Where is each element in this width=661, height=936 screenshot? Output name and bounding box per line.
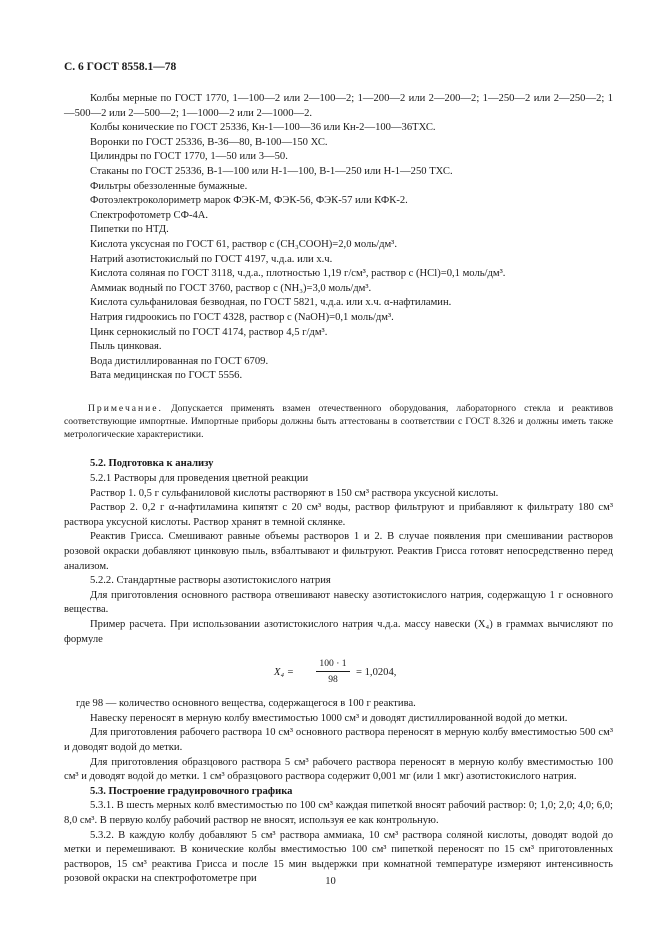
running-header: С. 6 ГОСТ 8558.1—78: [64, 61, 177, 73]
subsection-5-2-1: 5.2.1 Растворы для проведения цветной реакции: [90, 473, 309, 485]
subsection-5-2-2: 5.2.2. Стандартные растворы азотистокислого натрия: [90, 575, 331, 587]
paragraph-where: где 98 — количество основного вещества, содержащегося в 100 г реактива.: [76, 698, 416, 710]
paragraph-calculation-example: Пример расчета. При использовании азотистокислого натрия ч.д.а. массу навески (X₄) в граммах вычисляют по формуле: [64, 619, 613, 645]
list-item: Цинк сернокислый по ГОСТ 4174, раствор 4,5 г/дм³.: [90, 326, 328, 338]
paragraph-5-3-1: 5.3.1. В шесть мерных колб вместимостью по 100 см³ каждая пипеткой вносят рабочий раствор: 0; 1,0; 2,0; 4,0; 6,0; 8,0 см³. В первую колбу рабочий раствор не вносят, используя ее как контрольную.: [64, 800, 613, 826]
equipment-list: [64, 92, 613, 384]
formula-denominator: 98: [328, 674, 338, 686]
list-item: Фильтры обеззоленные бумажные.: [90, 180, 248, 192]
list-item: Вата медицинская по ГОСТ 5556.: [90, 370, 243, 382]
list-item: Пыль цинковая.: [90, 341, 162, 353]
list-item: Фотоэлектроколориметр марок ФЭК-М, ФЭК-56, ФЭК-57 или КФК-2.: [90, 195, 408, 207]
list-item: Стаканы по ГОСТ 25336, В-1—100 или Н-1—100, В-1—250 или Н-1—250 ТХС.: [90, 165, 453, 177]
list-item: Кислота уксусная по ГОСТ 61, раствор c (CH₃COOH)=2,0 моль/дм³.: [90, 238, 397, 250]
paragraph-transfer: Навеску переносят в мерную колбу вместимостью 1000 см³ и доводят дистиллированной водой до метки.: [90, 712, 568, 724]
formula-numerator: 100 · 1: [316, 656, 350, 672]
paragraph-5-3-2: 5.3.2. В каждую колбу добавляют 5 см³ раствора аммиака, 10 см³ раствора соляной кислоты, доводят водой до метки и перемешивают. В конические колбы вместимостью 100 см³ пипеткой переносят по 15 см³ приготовленных растворов, 15 см³ реактива Грисса и после 15 мин выдержки при комнатной температуре измеряют интенсивность розовой окраски на спектрофотометре при: [64, 829, 613, 885]
list-item: Воронки по ГОСТ 25336, В-36—80, В-100—150 ХС.: [90, 136, 328, 148]
note-paragraph: [64, 402, 613, 442]
list-item: Колбы мерные по ГОСТ 1770, 1—100—2 или 2—100—2; 1—200—2 или 2—200—2; 1—250—2 или 2—250—2; 1—500—2 или 2—500—2; 1—1000—2 или 2—1000—2.: [64, 93, 613, 119]
list-item: Натрия гидроокись по ГОСТ 4328, раствор c (NaOH)=0,1 моль/дм³.: [90, 311, 394, 323]
formula-result: = 1,0204,: [356, 667, 397, 679]
section-heading-5-2: 5.2. Подготовка к анализу: [90, 458, 214, 470]
list-item: Кислота сульфаниловая безводная, по ГОСТ 5821, ч.д.а. или х.ч. α-нафтиламин.: [90, 297, 452, 309]
list-item: Спектрофотометр СФ-4А.: [90, 209, 209, 221]
paragraph-working-solution: Для приготовления рабочего раствора 10 см³ основного раствора переносят в мерную колбу вместимостью 500 см³ и доводят водой до метки.: [64, 727, 613, 753]
paragraph-reference-solution: Для приготовления образцового раствора 5 см³ рабочего раствора переносят в мерную колбу вместимостью 100 см³ и доводят водой до метки. 1 см³ образцового раствора содержит 0,001 мг (или 1 мкг) азотистокислого натрия.: [64, 756, 613, 783]
list-item: Колбы конические по ГОСТ 25336, Кн-1—100—36 или Кн-2—100—36ТХС.: [90, 122, 436, 134]
section-heading-5-3: 5.3. Построение градуировочного графика: [90, 785, 293, 797]
mass-formula: [64, 655, 613, 691]
page-number: 10: [325, 876, 336, 887]
formula-fraction: [316, 656, 350, 687]
list-item: Цилиндры по ГОСТ 1770, 1—50 или 3—50.: [90, 151, 288, 163]
list-item: Пипетки по НТД.: [90, 224, 169, 236]
list-item: Вода дистиллированная по ГОСТ 6709.: [90, 355, 269, 367]
paragraph-stock-solution: Для приготовления основного раствора отвешивают навеску азотистокислого натрия, содержащую 1 г основного вещества.: [64, 589, 613, 616]
paragraph-solution-1: Раствор 1. 0,5 г сульфаниловой кислоты растворяют в 150 см³ раствора уксусной кислоты.: [90, 487, 499, 499]
note-label: Примечание.: [88, 402, 163, 414]
list-item: Натрий азотистокислый по ГОСТ 4197, ч.д.а. или х.ч.: [90, 253, 333, 265]
list-item: Кислота соляная по ГОСТ 3118, ч.д.а., плотностью 1,19 г/см³, раствор c (HCl)=0,1 моль/дм³.: [90, 268, 506, 280]
paragraph-griess-reagent: Реактив Грисса. Смешивают равные объемы растворов 1 и 2. В случае появления при смешивании растворов розовой окраски добавляют цинковую пыль, взбалтывают и фильтруют. Реактив Грисса готовят непосредственно перед анализом.: [64, 531, 613, 572]
list-item: Аммиак водный по ГОСТ 3760, раствор c (NH₃)=3,0 моль/дм³.: [90, 282, 372, 294]
note-text: Допускается применять взамен отечественного оборудования, лабораторного стекла и реактивов соответствующие импортные. Импортные приборы должны быть аттестованы в соответствии с ГОСТ 8.326 и должны иметь также метрологические характеристики.: [64, 402, 613, 441]
formula-lhs: X₄ =: [274, 667, 294, 679]
paragraph-solution-2: Раствор 2. 0,2 г α-нафтиламина кипятят с 20 см³ воды, раствор фильтруют и прибавляют к фильтрату 180 см³ раствора уксусной кислоты. Раствор хранят в темной склянке.: [64, 502, 613, 528]
